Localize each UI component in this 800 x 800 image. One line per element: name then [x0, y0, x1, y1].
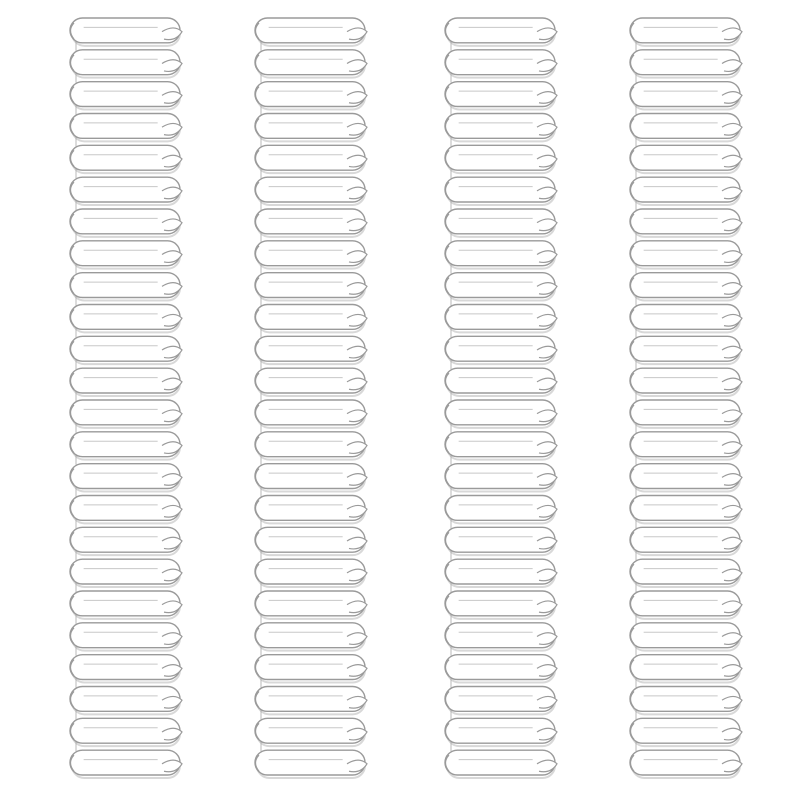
wire-loop — [255, 241, 367, 274]
wire-loop — [630, 50, 742, 83]
wire-loop — [70, 82, 182, 115]
wire-loop — [70, 145, 182, 178]
wire-loop — [255, 623, 367, 656]
wire-loop — [630, 559, 742, 592]
wire-loop — [70, 655, 182, 688]
wire-loop — [445, 50, 557, 83]
wire-loop — [630, 305, 742, 338]
wire-loop — [630, 273, 742, 306]
wire-loop — [630, 464, 742, 497]
wire-loop — [255, 400, 367, 433]
wire-loop — [445, 432, 557, 465]
wire-loop — [630, 209, 742, 242]
wire-loop — [445, 18, 557, 51]
wire-loop — [70, 559, 182, 592]
wire-loop — [255, 177, 367, 210]
wire-loop — [255, 273, 367, 306]
wire-loop — [445, 177, 557, 210]
wire-loop — [255, 336, 367, 369]
wire-loop — [70, 591, 182, 624]
wire-loop — [70, 273, 182, 306]
wire-loop — [445, 336, 557, 369]
wire-loop — [255, 655, 367, 688]
wire-loop — [630, 750, 742, 778]
wire-loop — [70, 209, 182, 242]
wire-loop — [630, 432, 742, 465]
wire-loop — [70, 177, 182, 210]
wire-loop — [255, 464, 367, 497]
wire-loop — [445, 623, 557, 656]
wire-loop — [255, 368, 367, 401]
wire-loop — [630, 400, 742, 433]
wire-loop — [630, 496, 742, 529]
wire-loop — [70, 400, 182, 433]
wire-loop — [255, 145, 367, 178]
wire-loop — [630, 718, 742, 751]
wire-loop — [70, 50, 182, 83]
wire-loop — [70, 305, 182, 338]
wire-loop — [70, 432, 182, 465]
wire-loop — [630, 687, 742, 720]
wire-loop — [445, 368, 557, 401]
wire-loop — [445, 750, 557, 778]
wire-loop — [630, 82, 742, 115]
wire-loop — [70, 687, 182, 720]
wire-loop — [255, 496, 367, 529]
wire-loop — [70, 368, 182, 401]
wire-binder — [70, 18, 182, 778]
wire-loop — [445, 305, 557, 338]
wire-loop — [445, 273, 557, 306]
wire-loop — [445, 82, 557, 115]
wire-loop — [445, 687, 557, 720]
wire-loop — [445, 527, 557, 560]
wire-loop — [630, 18, 742, 51]
wire-loop — [445, 655, 557, 688]
wire-loop — [630, 591, 742, 624]
wire-loop — [445, 559, 557, 592]
wire-loop — [70, 241, 182, 274]
wire-loop — [255, 559, 367, 592]
wire-loop — [70, 527, 182, 560]
wire-loop — [630, 336, 742, 369]
wire-loop — [255, 18, 367, 51]
wire-loop — [255, 50, 367, 83]
wire-loop — [630, 623, 742, 656]
wire-loop — [445, 114, 557, 147]
wire-loop — [445, 496, 557, 529]
wire-loop — [445, 145, 557, 178]
wire-loop — [630, 114, 742, 147]
wire-loop — [255, 114, 367, 147]
wire-loop — [255, 591, 367, 624]
wire-loop — [255, 305, 367, 338]
wire-loop — [255, 687, 367, 720]
wire-loop — [445, 209, 557, 242]
wire-loop — [70, 464, 182, 497]
wire-loop — [445, 718, 557, 751]
wire-loop — [630, 655, 742, 688]
wire-loop — [255, 432, 367, 465]
wire-loop — [630, 527, 742, 560]
wire-loop — [255, 82, 367, 115]
wire-loop — [630, 368, 742, 401]
wire-binder — [255, 18, 367, 778]
wire-loop — [70, 336, 182, 369]
wire-loop — [255, 718, 367, 751]
wire-binder — [445, 18, 557, 778]
wire-loop — [630, 177, 742, 210]
wire-loop — [630, 241, 742, 274]
wire-loop — [445, 241, 557, 274]
wire-loop — [255, 527, 367, 560]
wire-loop — [255, 750, 367, 778]
wire-loop — [70, 718, 182, 751]
wire-loop — [445, 591, 557, 624]
wire-loop — [70, 750, 182, 778]
wire-loop — [70, 623, 182, 656]
wire-loop — [445, 464, 557, 497]
wire-loop — [445, 400, 557, 433]
wire-loop — [70, 114, 182, 147]
wire-loop — [70, 496, 182, 529]
wire-loop — [630, 145, 742, 178]
wire-loop — [70, 18, 182, 51]
wire-loop — [255, 209, 367, 242]
wire-binder — [630, 18, 742, 778]
